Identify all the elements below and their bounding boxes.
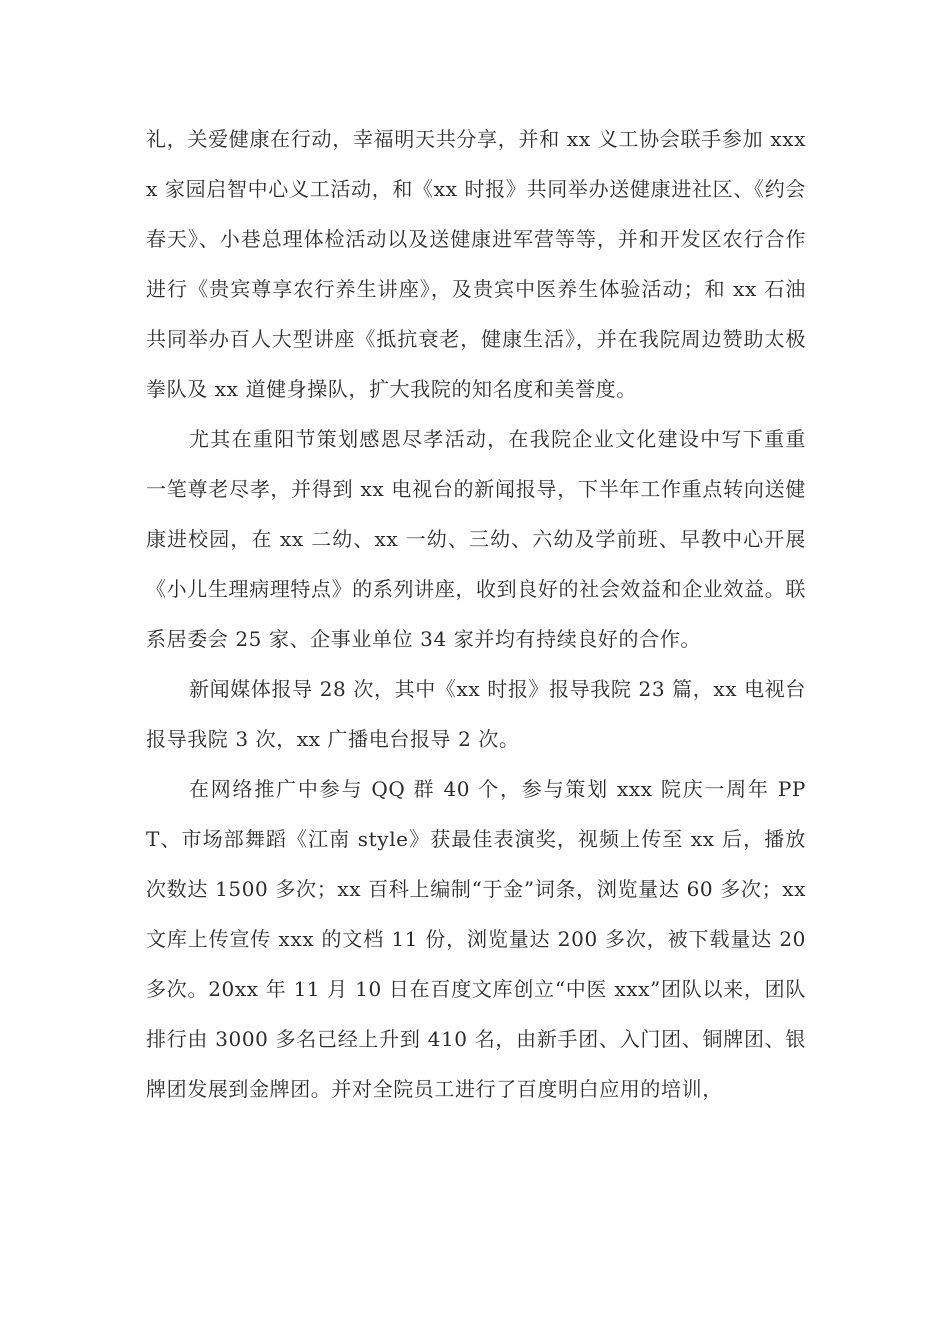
paragraph-1: 礼，关爱健康在行动，幸福明天共分享，并和 xx 义工协会联手参加 xxxx 家园启智中心义工活动，和《xx 时报》共同举办送健康进社区、《约会春天》、小巷总理体检活动以及送健康进军营等等，并和开发区农行合作进行《贵宾尊享农行养生讲座》，及贵宾中医养生体验活动；和 xx 石油共同举办百人大型讲座《抵抗衰老，健康生活》，并在我院周边赞助太极拳队及 xx 道健身操队，扩大我院的知名度和美誉度。	[146, 127, 806, 401]
document-body	[146, 114, 806, 1114]
paragraph-3: 新闻媒体报导 28 次，其中《xx 时报》报导我院 23 篇，xx 电视台报导我院 3 次，xx 广播电台报导 2 次。	[146, 677, 806, 751]
paragraph-4: 在网络推广中参与 QQ 群 40 个，参与策划 xxx 院庆一周年 PPT、市场部舞蹈《江南 style》获最佳表演奖，视频上传至 xx 后，播放次数达 1500 多次；xx 百科上编制“于金”词条，浏览量达 60 多次；xx 文库上传宣传 xxx 的文档 11 份，浏览量达 200 多次，被下载量达 20 多次。20xx 年 11 月 10 日在百度文库创立“中医 xxx”团队以来，团队排行由 3000 多名已经上升到 410 名，由新手团、入门团、铜牌团、银牌团发展到金牌团。并对全院员工进行了百度明白应用的培训，	[146, 777, 806, 1101]
paragraph-2: 尤其在重阳节策划感恩尽孝活动，在我院企业文化建设中写下重重一笔尊老尽孝，并得到 xx 电视台的新闻报导，下半年工作重点转向送健康进校园，在 xx 二幼、xx 一幼、三幼、六幼及学前班、早教中心开展《小儿生理病理特点》的系列讲座，收到良好的社会效益和企业效益。联系居委会 25 家、企事业单位 34 家并均有持续良好的合作。	[146, 427, 806, 651]
